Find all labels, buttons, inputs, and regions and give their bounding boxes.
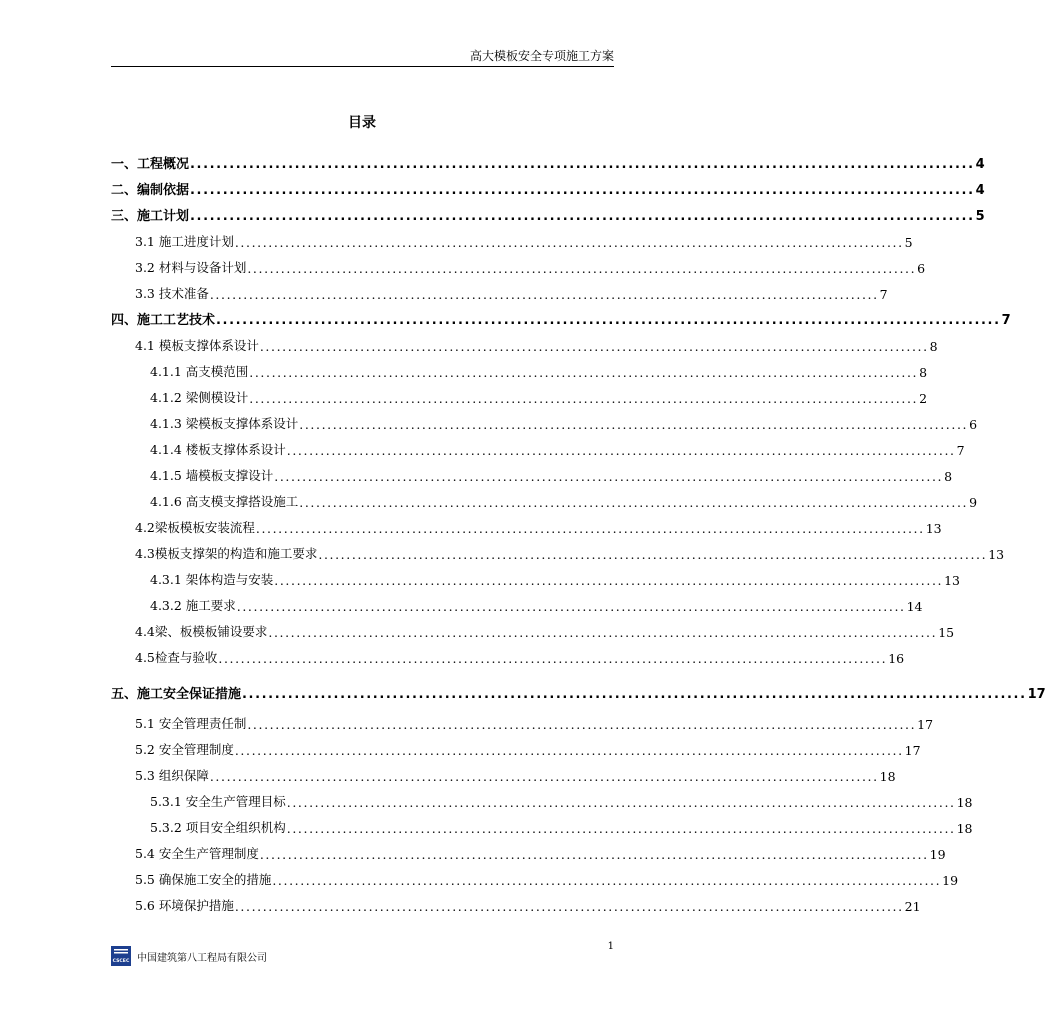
toc-entry-page: 14 [906, 599, 923, 614]
toc-entry-label: 4.1.3 梁模板支撑体系设计 [150, 416, 299, 431]
toc-entry-4-3-2[interactable] [111, 592, 923, 614]
toc-entry-4-3-1[interactable] [111, 566, 960, 588]
toc-leader-dots: ........................................................................................................................ [249, 391, 919, 406]
toc-leader-dots: ........................................................................................................................ [268, 625, 938, 640]
toc-entry-label: 4.1 模板支撑体系设计 [135, 338, 259, 353]
company-name: 中国建筑第八工程局有限公司 [137, 952, 267, 964]
toc-entry-page: 8 [919, 365, 928, 380]
toc-entry-1[interactable] [111, 150, 985, 172]
toc-entry-label: 4.2梁板模板安装流程 [135, 520, 255, 535]
toc-entry-page: 18 [956, 795, 973, 810]
toc-entry-label: 4.3.2 施工要求 [150, 598, 236, 613]
toc-entry-label: 5.4 安全生产管理制度 [135, 846, 259, 861]
toc-entry-label: 三、施工计划 [111, 209, 190, 224]
toc-entry-page: 6 [969, 417, 978, 432]
toc-entry-page: 9 [969, 495, 978, 510]
toc-entry-page: 19 [942, 873, 959, 888]
toc-entry-page: 2 [919, 391, 928, 406]
toc-entry-4-4[interactable] [111, 618, 955, 640]
toc-entry-page: 19 [929, 847, 946, 862]
toc-entry-page: 7 [956, 443, 965, 458]
toc-entry-label: 4.5检查与验收 [135, 650, 218, 665]
toc-leader-dots: ........................................................................................................................ [234, 235, 904, 250]
toc-entry-page: 17 [904, 743, 921, 758]
toc-entry-4-5[interactable] [111, 644, 905, 666]
toc-entry-label: 4.1.6 高支模支撑搭设施工 [150, 494, 299, 509]
toc-entry-label: 5.1 安全管理责任制 [135, 716, 247, 731]
toc-entry-5-2[interactable] [111, 736, 921, 758]
toc-entry-label: 二、编制依据 [111, 183, 190, 198]
toc-entry-4-3[interactable] [111, 540, 1005, 562]
toc-entry-label: 3.3 技术准备 [135, 286, 209, 301]
toc-entry-page: 18 [879, 769, 896, 784]
toc-entry-label: 4.4梁、板模板铺设要求 [135, 624, 268, 639]
toc-entry-label: 4.1.5 墙模板支撑设计 [150, 468, 274, 483]
toc-entry-5-5[interactable] [111, 866, 959, 888]
toc-leader-dots: ........................................................................................................................ [216, 313, 1001, 328]
toc-entry-page: 13 [944, 573, 960, 588]
toc-entry-3-2[interactable] [111, 254, 926, 276]
toc-entry-5-6[interactable] [111, 892, 921, 914]
toc-entry-page: 5 [975, 209, 985, 224]
toc-entry-label: 3.1 施工进度计划 [135, 234, 234, 249]
toc-leader-dots: ........................................................................................................................ [209, 769, 879, 784]
toc-entry-label: 5.6 环境保护措施 [135, 898, 234, 913]
page-header: 高大模板安全专项施工方案 [469, 49, 614, 63]
toc-entry-5-3[interactable] [111, 762, 896, 784]
toc-entry-label: 5.3.1 安全生产管理目标 [150, 794, 286, 809]
toc-leader-dots: ........................................................................................................................ [234, 743, 904, 758]
toc-entry-label: 五、施工安全保证措施 [111, 687, 242, 702]
toc-entry-4-1-1[interactable] [111, 358, 928, 380]
page-number: 1 [607, 941, 614, 952]
toc-leader-dots: ........................................................................................................................ [234, 899, 904, 914]
toc-entry-4-1[interactable] [111, 332, 938, 354]
toc-entry-page: 17 [917, 717, 934, 732]
toc-entry-label: 4.1.2 梁侧模设计 [150, 390, 249, 405]
toc-entry-label: 4.1.1 高支模范围 [150, 364, 249, 379]
toc-entry-4-1-3[interactable] [111, 410, 978, 432]
toc-entry-4-1-2[interactable] [111, 384, 928, 406]
toc-leader-dots: ........................................................................................................................ [286, 795, 956, 810]
footer [111, 946, 267, 966]
toc-leader-dots: ........................................................................................................................ [218, 651, 888, 666]
toc-leader-dots: ........................................................................................................................ [236, 599, 906, 614]
toc-title: 目录 [348, 115, 376, 131]
toc-entry-page: 8 [929, 339, 938, 354]
toc-leader-dots: ........................................................................................................................ [272, 873, 942, 888]
toc-leader-dots: ........................................................................................................................ [274, 573, 944, 588]
toc-entry-5[interactable] [111, 680, 1046, 702]
toc-entry-page: 5 [904, 235, 913, 250]
svg-text:CSCEC: CSCEC [112, 959, 130, 964]
toc-leader-dots: ........................................................................................................................ [190, 157, 975, 172]
toc-leader-dots: ........................................................................................................................ [286, 443, 956, 458]
logo-mark-icon [111, 946, 131, 966]
toc-entry-3-1[interactable] [111, 228, 913, 250]
toc-entry-page: 17 [1027, 687, 1046, 702]
toc-entry-page: 8 [944, 469, 953, 484]
toc-leader-dots: ........................................................................................................................ [286, 821, 956, 836]
toc-entry-label: 5.2 安全管理制度 [135, 742, 234, 757]
toc-entry-label: 四、施工工艺技术 [111, 313, 216, 328]
toc-leader-dots: ........................................................................................................................ [255, 521, 925, 536]
toc-entry-page: 13 [988, 547, 1005, 562]
toc-leader-dots: ........................................................................................................................ [318, 547, 988, 562]
toc-entry-4-1-5[interactable] [111, 462, 953, 484]
toc-entry-page: 16 [888, 651, 905, 666]
toc-leader-dots: ........................................................................................................................ [249, 365, 919, 380]
toc-entry-label: 一、工程概况 [111, 157, 190, 172]
toc-entry-label: 4.3模板支撑架的构造和施工要求 [135, 546, 318, 561]
toc-entry-4[interactable] [111, 306, 1011, 328]
toc-entry-page: 7 [1001, 313, 1011, 328]
toc-entry-page: 13 [925, 521, 942, 536]
toc-entry-page: 7 [879, 287, 888, 302]
toc-entry-page: 4 [975, 183, 985, 198]
toc-entry-4-1-4[interactable] [111, 436, 965, 458]
toc-entry-5-3-1[interactable] [111, 788, 973, 810]
toc-leader-dots: ........................................................................................................................ [190, 209, 975, 224]
toc-entry-5-3-2[interactable] [111, 814, 973, 836]
toc-entry-4-2[interactable] [111, 514, 942, 536]
toc-leader-dots: ........................................................................................................................ [274, 469, 944, 484]
toc-entry-page: 6 [917, 261, 926, 276]
toc-entry-5-1[interactable] [111, 710, 934, 732]
toc-entry-label: 3.2 材料与设备计划 [135, 260, 247, 275]
toc-entry-page: 15 [938, 625, 955, 640]
toc-leader-dots: ........................................................................................................................ [299, 417, 969, 432]
toc-entry-label: 5.3 组织保障 [135, 768, 209, 783]
toc-entry-label: 5.3.2 项目安全组织机构 [150, 820, 286, 835]
toc-entry-label: 4.3.1 架体构造与安装 [150, 572, 274, 587]
toc-entry-3-3[interactable] [111, 280, 888, 302]
toc-leader-dots: ........................................................................................................................ [299, 495, 969, 510]
toc-entry-2[interactable] [111, 176, 985, 198]
toc-entry-page: 18 [956, 821, 973, 836]
toc-entry-label: 5.5 确保施工安全的措施 [135, 872, 272, 887]
toc-leader-dots: ........................................................................................................................ [209, 287, 879, 302]
toc-leader-dots: ........................................................................................................................ [259, 339, 929, 354]
toc-leader-dots: ........................................................................................................................ [242, 687, 1027, 702]
toc-entry-label: 4.1.4 楼板支撑体系设计 [150, 442, 286, 457]
company-logo [111, 946, 131, 966]
toc-entry-5-4[interactable] [111, 840, 946, 862]
header-rule [111, 66, 614, 67]
toc-entry-page: 4 [975, 157, 985, 172]
toc-entry-4-1-6[interactable] [111, 488, 978, 510]
toc-leader-dots: ........................................................................................................................ [259, 847, 929, 862]
toc-leader-dots: ........................................................................................................................ [190, 183, 975, 198]
toc-leader-dots: ........................................................................................................................ [247, 717, 917, 732]
toc-entry-3[interactable] [111, 202, 985, 224]
toc-entry-page: 21 [904, 899, 921, 914]
toc-leader-dots: ........................................................................................................................ [247, 261, 917, 276]
